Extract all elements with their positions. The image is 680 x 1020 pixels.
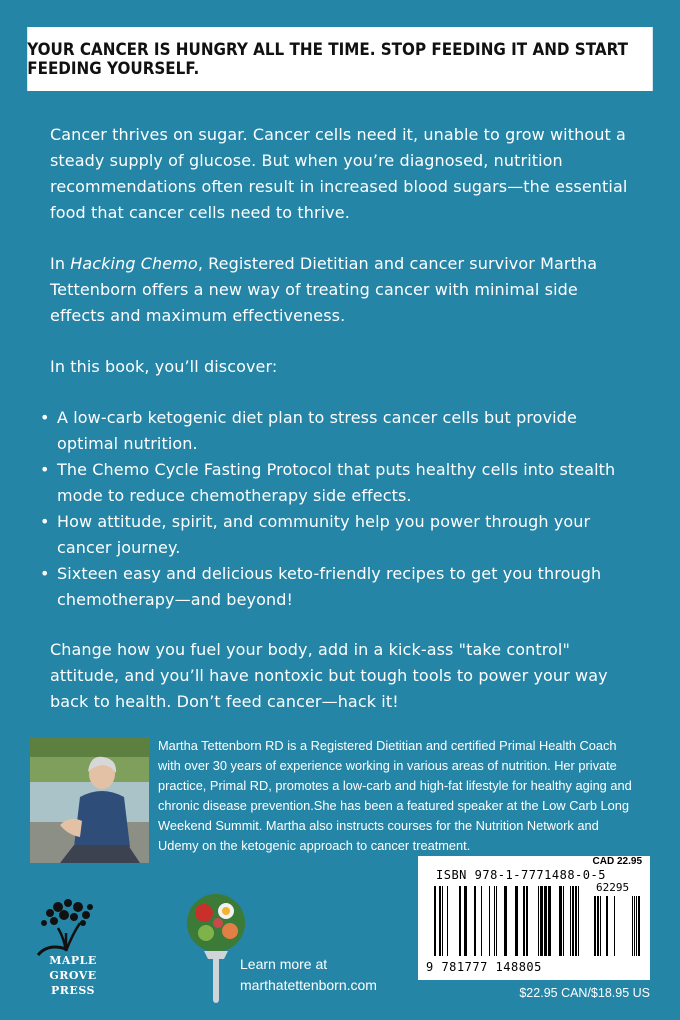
blurb-paragraph-4: Change how you fuel your body, add in a kick-ass "take control" attitude, and you’ll have nontoxic but tough tools to power your way back to health. Don’t feed cancer—hack it! [50,640,608,711]
cad-price-label: CAD 22.95 [592,856,642,867]
author-photo [30,737,149,863]
headline-text: YOUR CANCER IS HUNGRY ALL THE TIME. STOP FEEDING IT AND START FEEDING YOURSELF. [27,40,629,78]
ean-number: 9 781777 148805 [426,960,542,974]
list-item: • Sixteen easy and delicious keto-friendly recipes to get you through chemotherapy—and beyond! [40,561,630,613]
list-item: • How attitude, spirit, and community help you power through your cancer journey. [40,509,630,561]
blurb-paragraph-2 [50,251,630,329]
author-bio: Martha Tettenborn RD is a Registered Dietitian and certified Primal Health Coach with over 30 years of experience working in various areas of nutrition. Her private practice, Primal RD, promotes a low-carb and high-fat lifestyle for healthy aging and chronic disease prevention.She has been a featured speaker at the Low Carb Long Weekend Summit. Martha also instructs courses for the Nutrition Network and Udemy on the ketogenic approach to cancer treatment. [158,738,632,853]
para2-prefix: In [50,254,71,273]
discover-list [40,405,630,613]
barcode-box [418,856,650,980]
publisher-line-1: MAPLE [49,954,97,967]
retail-price: $22.95 CAN/$18.95 US [519,986,650,1000]
website-link[interactable]: marthatettenborn.com [240,977,377,993]
blurb [50,122,630,740]
addon-number: 62295 [596,881,630,894]
isbn-text: ISBN 978-1-7771488-0-5 [436,868,606,882]
list-item: • The Chemo Cycle Fasting Protocol that puts healthy cells into stealth mode to reduce chemotherapy side effects. [40,457,630,509]
book-title: Hacking Chemo [70,254,198,273]
publisher-line-2: GROVE [49,969,97,982]
publisher-line-3: PRESS [51,984,95,997]
publisher-name [38,953,108,998]
learn-more [240,954,377,996]
blurb-paragraph-3: In this book, you’ll discover: [50,357,278,376]
para2-rest: , Registered Dietitian and cancer survivor Martha Tettenborn offers a new way of treating cancer with minimal side effects and maximum effectiveness. [50,254,598,325]
list-item: • A low-carb ketogenic diet plan to stress cancer cells but provide optimal nutrition. [40,405,630,457]
blurb-paragraph-1: Cancer thrives on sugar. Cancer cells need it, unable to grow without a steady supply of glucose. But when you’re diagnosed, nutrition recommendations often result in increased blood sugars—the essential food that cancer cells need to thrive. [50,125,628,222]
learn-more-label: Learn more at [240,956,328,972]
headline-banner [27,27,653,91]
